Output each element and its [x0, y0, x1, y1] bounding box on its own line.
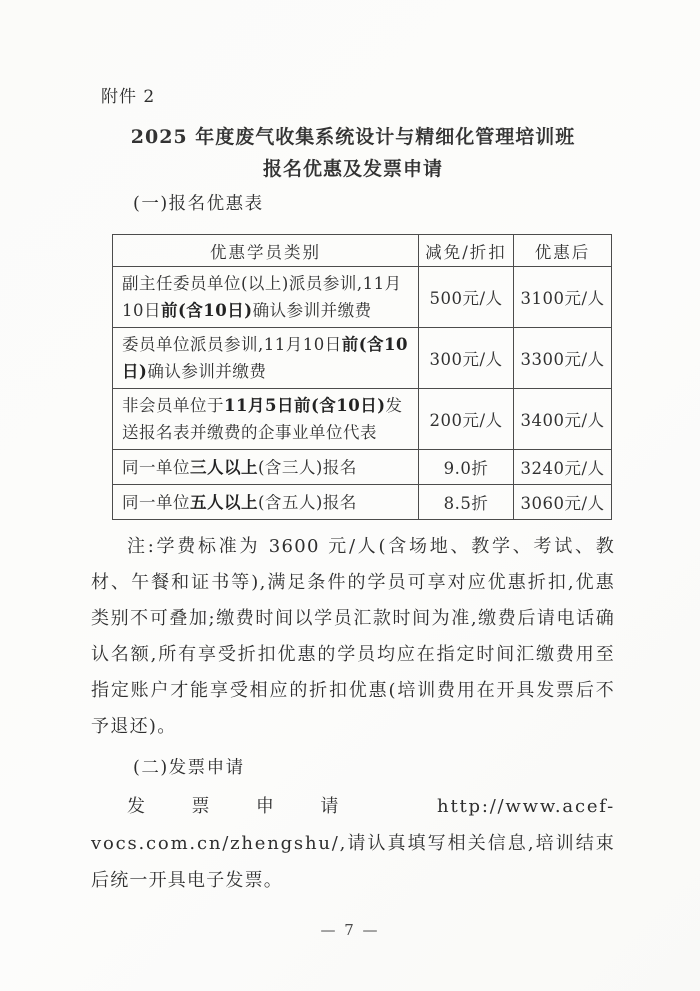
column-header: 减免/折扣	[419, 235, 514, 267]
category-text-bold: 11月5日前(含10日)	[224, 396, 386, 415]
category-text-bold: 三人以上	[190, 457, 258, 477]
discount-table-body	[113, 267, 612, 520]
category-cell	[113, 267, 419, 328]
category-text: 同一单位	[122, 492, 190, 512]
invoice-suffix: ,请认真填写相关信息,培训结束后统一开具电子发票。	[91, 833, 615, 891]
table-row	[113, 328, 612, 389]
category-text: 发送报名表并缴费的企事业单位代表	[122, 396, 403, 442]
discount-cell: 8.5折	[419, 485, 514, 520]
page-title-line1: 2025 年度废气收集系统设计与精细化管理培训班	[130, 126, 576, 148]
category-cell	[113, 485, 419, 520]
price-after-cell: 3100元/人	[514, 267, 612, 328]
invoice-prefix: 发票申请	[127, 796, 438, 817]
category-cell	[113, 328, 419, 389]
category-text: 确认参训并缴费	[147, 362, 267, 381]
section1-heading: (一)报名优惠表	[133, 194, 264, 214]
table-row	[113, 267, 612, 328]
price-after-cell: 3240元/人	[514, 450, 612, 485]
discount-cell: 500元/人	[419, 267, 514, 328]
category-text: 委员单位派员参训,11月10日	[122, 335, 342, 354]
price-after-cell: 3400元/人	[514, 389, 612, 450]
discount-cell: 9.0折	[419, 450, 514, 485]
category-cell	[113, 389, 419, 450]
table-row	[113, 450, 612, 485]
discount-cell: 200元/人	[419, 389, 514, 450]
category-text: 副主任委员单位(以上)派员参训,11月10日	[122, 274, 402, 320]
section2-heading: (二)发票申请	[133, 758, 245, 778]
category-text: 确认参训并缴费	[252, 301, 372, 320]
category-text: 同一单位	[122, 457, 190, 477]
category-text: 非会员单位于	[122, 396, 224, 415]
table-row	[113, 389, 612, 450]
table-row	[113, 485, 612, 520]
page-number: — 7 —	[320, 921, 380, 939]
category-cell	[113, 450, 419, 485]
category-text-bold: 前(含10日)	[161, 301, 253, 320]
category-text-bold: 五人以上	[190, 492, 258, 512]
category-text: (含五人)报名	[258, 492, 357, 512]
price-after-cell: 3060元/人	[514, 485, 612, 520]
category-text: (含三人)报名	[258, 457, 357, 477]
column-header: 优惠后	[514, 235, 612, 267]
column-header: 优惠学员类别	[113, 235, 419, 267]
attachment-label: 附件 2	[101, 87, 156, 107]
discount-table	[112, 234, 612, 520]
page-title	[91, 121, 615, 185]
page-title-line2: 报名优惠及发票申请	[262, 158, 443, 180]
price-after-cell: 3300元/人	[514, 328, 612, 389]
note-paragraph: 注:学费标准为 3600 元/人(含场地、教学、考试、教材、午餐和证书等),满足条件的学员可享对应优惠折扣,优惠类别不可叠加;缴费时间以学员汇款时间为准,缴费后请电话确认名额,所有享受折扣优惠的学员均应在指定时间汇缴费用至指定账户才能享受相应的折扣优惠(培训费用在开具发票后不予退还)。	[91, 536, 615, 737]
header-row	[113, 235, 612, 267]
discount-cell: 300元/人	[419, 328, 514, 389]
discount-table-header	[113, 235, 612, 267]
invoice-paragraph	[91, 788, 615, 899]
category-text-bold: 前(含10日)	[122, 335, 409, 381]
invoice-url: http://www.acef-vocs.com.cn/zhengshu/	[91, 796, 615, 854]
